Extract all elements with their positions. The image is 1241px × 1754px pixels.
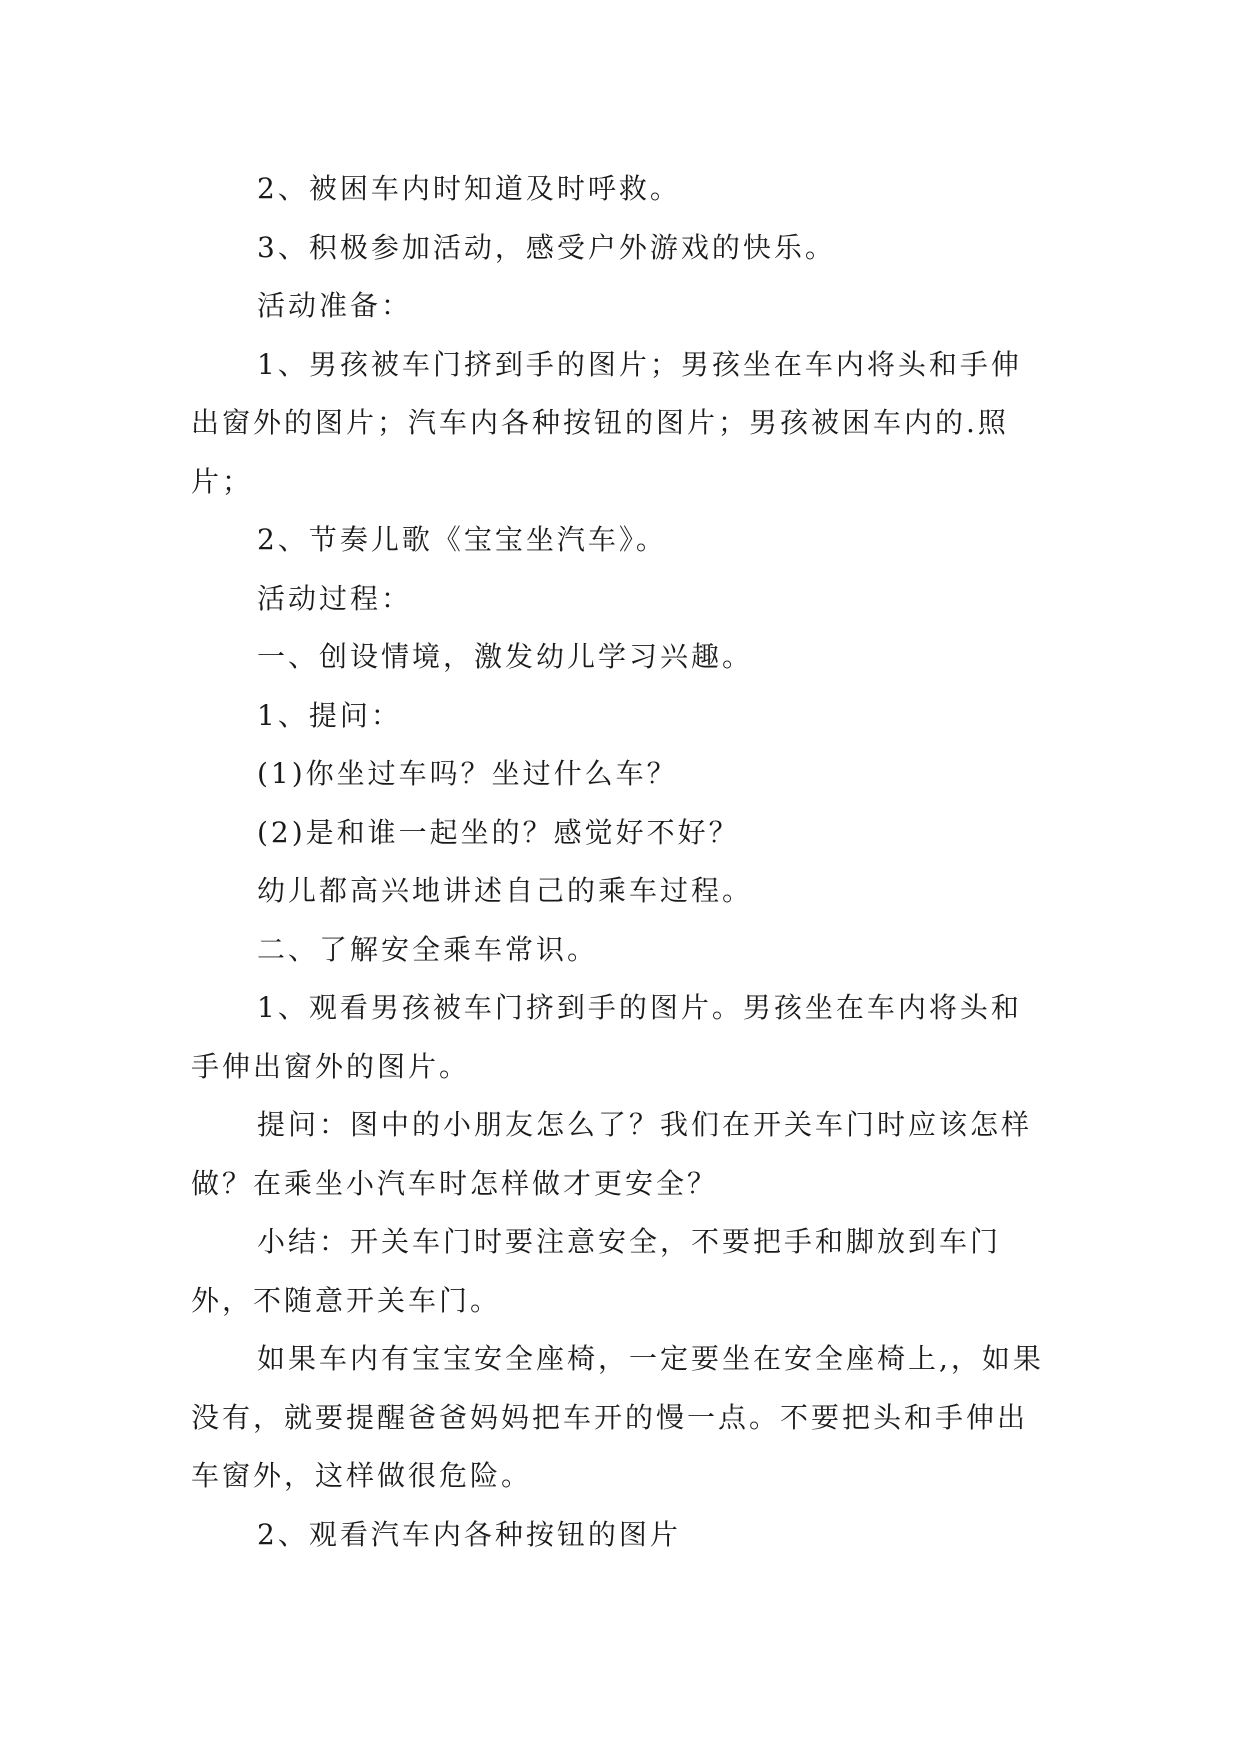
paragraph-summary: 小结：开关车门时要注意安全，不要把手和脚放到车门外，不随意开关车门。	[191, 1225, 1002, 1317]
paragraph-question-2: (2)是和谁一起坐的？感觉好不好？	[257, 815, 740, 849]
paragraph-preparation-2: 2、节奏儿歌《宝宝坐汽车》。	[257, 523, 667, 556]
paragraph-question: 1、提问：	[257, 698, 402, 732]
paragraph-goal-2: 2、被困车内时知道及时呼救。	[257, 172, 681, 205]
paragraph-watch-pictures: 1、观看男孩被车门挤到手的图片。男孩坐在车内将头和手伸出窗外的图片。	[191, 991, 1022, 1083]
section-heading-1: 一、创设情境，激发幼儿学习兴趣。	[257, 640, 754, 673]
paragraph-children-narrate: 幼儿都高兴地讲述自己的乘车过程。	[257, 874, 754, 907]
heading-process: 活动过程：	[257, 581, 413, 615]
paragraph-watch-buttons: 2、观看汽车内各种按钮的图片	[257, 1517, 681, 1551]
paragraph-question-1: (1)你坐过车吗？坐过什么车？	[257, 757, 678, 790]
document-body	[191, 160, 1051, 1564]
paragraph-preparation-1: 1、男孩被车门挤到手的图片；男孩坐在车内将头和手伸出窗外的图片；汽车内各种按钮的图片；男孩被困车内的.照片；	[191, 347, 1022, 498]
paragraph-goal-3: 3、积极参加活动，感受户外游戏的快乐。	[257, 230, 836, 264]
section-heading-2: 二、了解安全乘车常识。	[257, 932, 599, 966]
heading-preparation: 活动准备：	[257, 289, 413, 322]
paragraph-safety-seat: 如果车内有宝宝安全座椅，一定要坐在安全座椅上,，如果没有，就要提醒爸爸妈妈把车开的慢一点。不要把头和手伸出车窗外，这样做很危险。	[191, 1342, 1044, 1492]
paragraph-question-safety: 提问：图中的小朋友怎么了？我们在开关车门时应该怎样做？在乘坐小汽车时怎样做才更安全？	[191, 1108, 1033, 1200]
